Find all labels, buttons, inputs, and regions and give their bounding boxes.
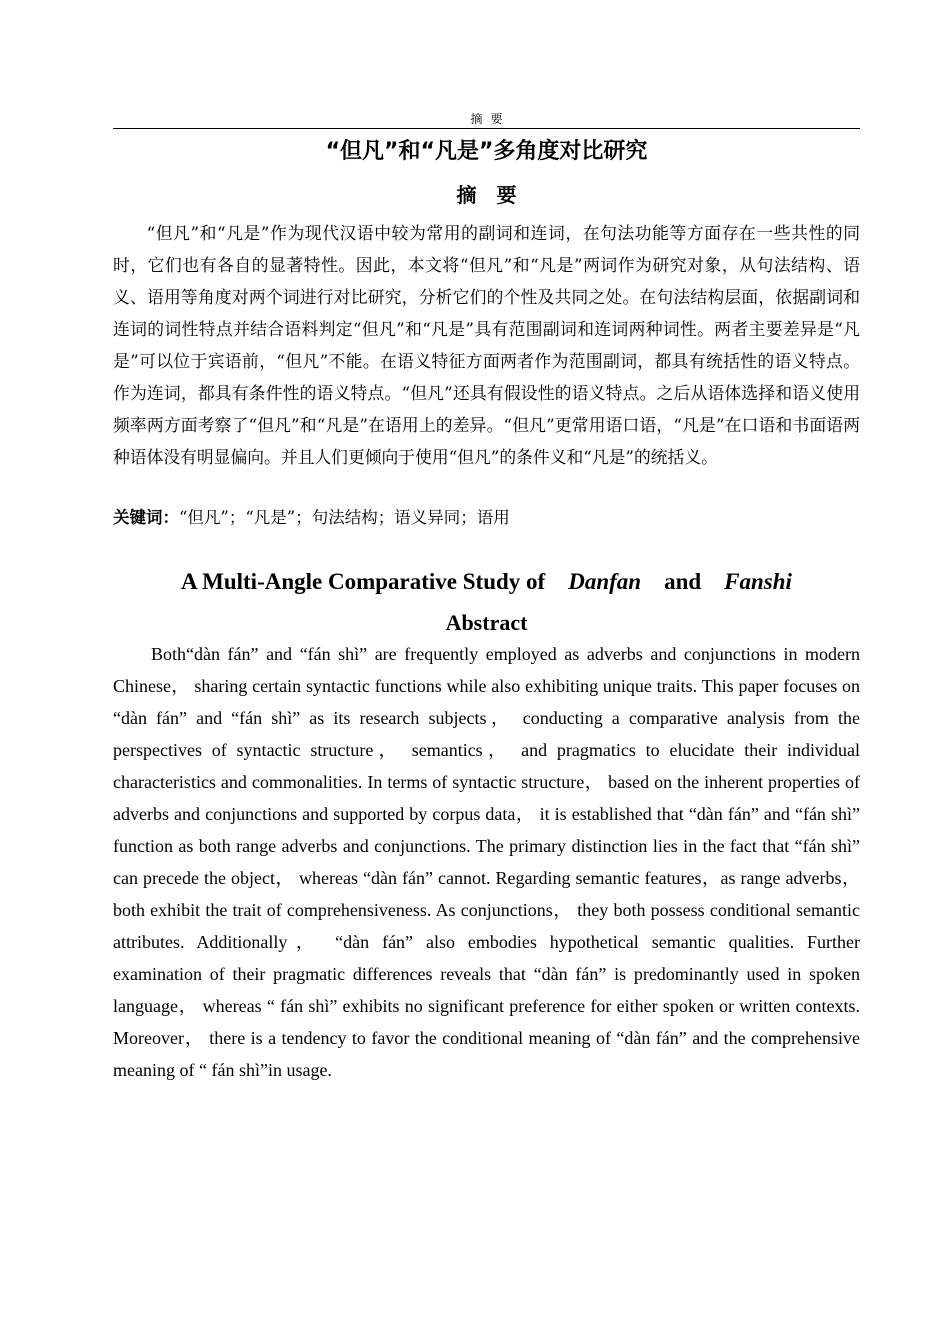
english-title-term-danfan: Danfan: [568, 569, 642, 594]
english-abstract-body: Both“dàn fán” and “fán shì” are frequently employed as adverbs and conjunctions in modern Chinese， sharing certain syntactic functions while also exhibiting unique traits. This paper focuses on “dàn fán” and “fán shì” as its research subjects， conducting a comparative analysis from the perspectives of syntactic structure， semantics， and pragmatics to elucidate their individual characteristics and commonalities. In terms of syntactic structure， based on the inherent properties of adverbs and conjunctions and supported by corpus data， it is established that “dàn fán” and “fán shì” function as both range adverbs and conjunctions. The primary distinction lies in the fact that “fán shì” can precede the object， whereas “dàn fán” cannot. Regarding semantic features，as range adverbs，both exhibit the trait of comprehensiveness. As conjunctions， they both possess conditional semantic attributes. Additionally， “dàn fán” also embodies hypothetical semantic qualities. Further examination of their pragmatic differences reveals that “dàn fán” is predominantly used in spoken language， whereas “ fán shì” exhibits no significant preference for either spoken or written contexts. Moreover， there is a tendency to favor the conditional meaning of “dàn fán” and the comprehensive meaning of “ fán shì”in usage.: [113, 644, 860, 1080]
running-header: 摘要: [113, 111, 860, 129]
english-title-prefix: A Multi-Angle Comparative Study of: [181, 569, 546, 594]
keywords-text: “但凡”；“凡是”；句法结构；语义异同；语用: [179, 508, 510, 527]
chinese-abstract-heading: 摘要: [456, 183, 537, 207]
keywords-label: 关键词：: [113, 508, 179, 527]
document-page: [113, 0, 860, 1086]
english-title: [113, 566, 860, 598]
chinese-title: “但凡”和“凡是”多角度对比研究: [325, 139, 648, 164]
chinese-abstract-body: “但凡”和“凡是”作为现代汉语中较为常用的副词和连词，在句法功能等方面存在一些共性的同时，它们也有各自的显著特性。因此，本文将“但凡”和“凡是”两词作为研究对象，从句法结构、语义、语用等角度对两个词进行对比研究，分析它们的个性及共同之处。在句法结构层面，依据副词和连词的词性特点并结合语料判定“但凡”和“凡是”具有范围副词和连词两种词性。两者主要差异是“凡是”可以位于宾语前，“但凡”不能。在语义特征方面两者作为范围副词，都具有统括性的语义特点。作为连词，都具有条件性的语义特点。“但凡”还具有假设性的语义特点。之后从语体选择和语义使用频率两方面考察了“但凡”和“凡是”在语用上的差异。“但凡”更常用语口语，“凡是”在口语和书面语两种语体没有明显偏向。并且人们更倾向于使用“但凡”的条件义和“凡是”的统括义。: [113, 223, 860, 467]
english-title-conjunction: and: [664, 569, 702, 594]
english-abstract-heading: Abstract: [445, 610, 528, 635]
english-title-term-fanshi: Fanshi: [724, 569, 792, 594]
chinese-keywords: [113, 503, 860, 533]
